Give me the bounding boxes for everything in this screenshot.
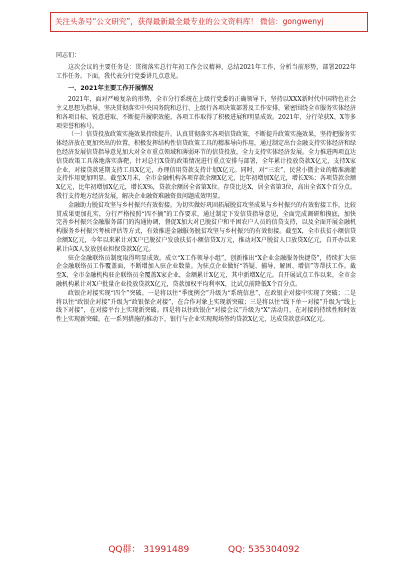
- paragraph: 驻企金融联络员制度取得明显成效。成立“X工作领导小组”，创新推出“X企业金融服务快捷贷”，持续扩大驻企金融联络员工作覆盖面，不断增加入驻企业数量。为驻点企业做好“答疑、捕导、解困、增信”等帮扶工作。截至X，全市金融机构驻企联络员全覆盖X家企业，金额累计X亿元，其中新增X亿元。自开展试点工作以来，全市金融机构累计对X户批量企业投放贷款X亿元，贷款加权平均利率X，比试点前降低X个百分点。: [56, 254, 356, 288]
- paragraph: 2021年，面对严峻复杂的形势，全市分行系统在上级行党委的正确领导下，坚持以XXX新时代中国特色社会主义思想为指导，坚决贯彻落实中央国务院和总行、上级行各项决策部署及工作安排，紧密围绕全市服务实体经济和各项目标，锐意进取、不断提升履职效能，各项工作取得了积极进展和明显成效。2021年，分行荣获X、X等多项荣誉和称号。: [56, 96, 356, 130]
- bottom-contact-banner: [0, 542, 408, 558]
- document-body: [56, 52, 356, 527]
- paragraph: （一）信贷投放政策实施效果持续提升。认真贯彻落实各项信贷政策，不断提升政策实施效果，坚持把服务实体经济放在更加突出的位置，积极发挥结构性信贷政策工具的精准导向作用，通过制定出台金融支持实体经济和绿色经济发展信贷指导意见加大对全市重点领域和薄弱环节的信贷投放，全力支持实体经济发展。全力推进两项直达信贷政策工具落地落实落靶，针对总行X贷的政策情况进行重点安排与部署，全年累计投放贷款X亿元，支持X家企业，对接贷款延期支持工具X亿元，办理信用贷款支持计划X亿元。同时，对“三农”、民营小微企业的精准滴灌支持作用更加明显。截至X月末，全市金融机构各项存款余额X亿元，比年初增加X亿元，增长X%；各项贷款余额X亿元，比年初增加X亿元，增长X%，贷款余额居全省第X位。存贷比达X，居全省第3位，高出全省X个百分点。我行支持地方经济发展，解决企业融资难融资贵问题成效明显。: [56, 131, 356, 200]
- qq-label: QQ: 535304092: [228, 545, 300, 555]
- section-heading: 一、2021年主要工作开展情况: [68, 85, 154, 93]
- top-promo-banner: 关注头条号“公文研究”，获得最新最全最专业的公文资料库！ 微信：gongwenyj: [50, 12, 368, 32]
- salutation: 同志们：: [56, 52, 81, 59]
- paragraph: 金融助力脱贫攻坚与乡村振兴有效衔接。为切实做好巩固拓展脱贫攻坚成果与乡村振兴的有效衔接工作，比较贯成果更加扎实，分行严格按照“四不摘”的工作要求，通过制定下发信贷指导意见，全面完成调研和摸底，加快完善乡村振兴金融服务部门的沟通协调，督促X加大对已脱贫户和平困农户人员的信贷支持，以及全面开展金融机构服务乡村振兴考核评估等方式，有效推进金融服务脱贫攻坚与乡村振兴的有效衔接。截至X，全市扶贫小额信贷余额X亿元，今年以来累计对X户已脱贫户发放扶贫小额信贷X万元，推动对X户脱贫人口放贷X亿元，自开办以来累计向X人发放创业担保贷款X亿元。: [56, 201, 356, 253]
- paragraph: 这次会议的主要任务是：贯彻落实总行年初工作会议精神，总结2021年工作，分析当前形势，部署2022年工作任务。下面，我代表分行党委讲几点意见。: [56, 63, 356, 80]
- paragraph: 政银企对接实现“四个”突破。一是将以往“季度例会”升级为“系统信息”，在政银企对接中实现了突破；二是将以往“政银企对接”升级为“政银保企对接”，在合作对象上实现新突破；三是将以往“线下单一对接”升级为“线上线下对接”，在对接平台上实现新突破。四是将以往政银企“对接会议”升级为“X”活动月，在对接的持续性和时效性上实现新突破。在一系列措施的推动下，银行与企业实现现场签约贷款X亿元，达成贷款意向X亿元。: [56, 289, 356, 324]
- qq-group-label: QQ群： 31991489: [108, 545, 190, 555]
